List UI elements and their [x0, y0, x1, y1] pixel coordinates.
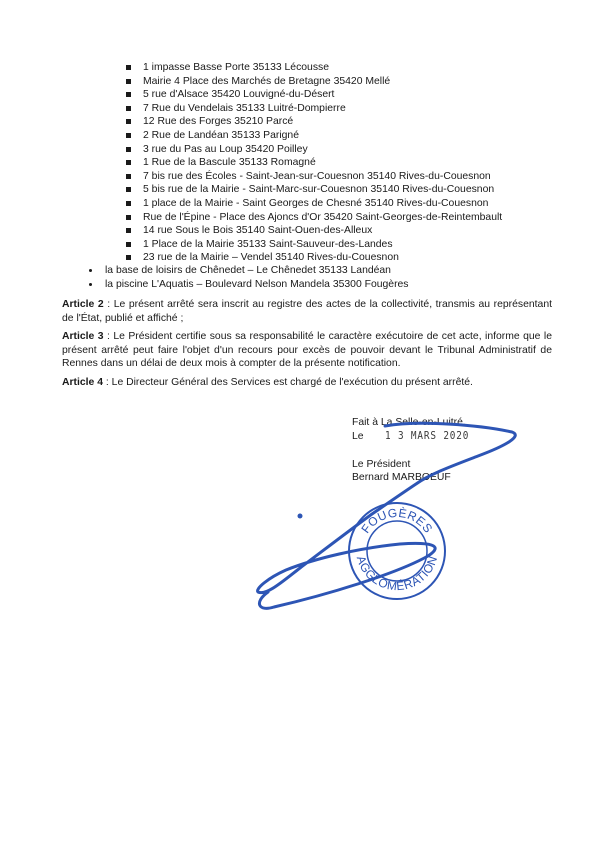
address-text: 12 Rue des Forges 35210 Parcé [143, 116, 294, 128]
article-text: : Le présent arrêté sera inscrit au registre des actes de la collectivité, transmis au représentant de l'État, publié et affiché ; [62, 299, 552, 324]
address-text: 1 place de la Mairie - Saint Georges de Chesné 35140 Rives-du-Couesnon [143, 197, 489, 209]
date-label: Le [352, 431, 364, 442]
address-text: 23 rue de la Mairie – Vendel 35140 Rives-du-Couesnon [143, 252, 399, 264]
article-text: : Le Président certifie sous sa responsabilité le caractère exécutoire de cet acte, informe que le présent arrêté peut faire l'objet d'un recours pour excès de pouvoir devant le Tribunal Administratif de Rennes dans un délai de deux mois à compter de la présente notification. [62, 331, 552, 370]
agglomeration-seal [349, 503, 445, 599]
article-label: Article 2 [62, 299, 104, 310]
stamp-text-bottom: AGGLOMÉRATION [353, 553, 441, 594]
address-text: 3 rue du Pas au Loup 35420 Poilley [143, 143, 308, 155]
address-text: Mairie 4 Place des Marchés de Bretagne 35420 Mellé [143, 75, 391, 87]
facility-text: la base de loisirs de Chênedet – Le Chênedet 35133 Landéan [105, 265, 391, 276]
address-text: Rue de l'Épine - Place des Ajoncs d'Or 35420 Saint-Georges-de-Reintembault [143, 211, 503, 223]
address-text: 2 Rue de Landéan 35133 Parigné [143, 129, 299, 141]
stamp-text-top: FOUGÈRES [358, 505, 436, 536]
date-stamp: 1 3 MARS 2020 [385, 429, 470, 442]
facility-text: la piscine L'Aquatis – Boulevard Nelson Mandela 35300 Fougères [105, 278, 409, 290]
address-text: 7 Rue du Vendelais 35133 Luitré-Dompierre [143, 102, 346, 114]
address-text: 5 bis rue de la Mairie - Saint-Marc-sur-Couesnon 35140 Rives-du-Couesnon [143, 184, 495, 196]
address-text: 14 rue Sous le Bois 35140 Saint-Ouen-des-Alleux [143, 225, 373, 237]
signature-place: Fait à La Selle-en-Luitré, [352, 417, 466, 428]
article-text: : Le Directeur Général des Services est chargé de l'exécution du présent arrêté. [103, 377, 473, 388]
address-text: 5 rue d'Alsace 35420 Louvigné-du-Désert [143, 89, 335, 101]
ink-dot [298, 514, 303, 519]
signatory-role: Le Président [352, 459, 411, 470]
address-text: 1 Place de la Mairie 35133 Saint-Sauveur-des-Landes [143, 238, 393, 250]
article-label: Article 4 [62, 377, 104, 388]
address-text: 7 bis rue des Écoles - Saint-Jean-sur-Couesnon 35140 Rives-du-Couesnon [143, 170, 491, 182]
signatory-name: Bernard MARBOEUF [352, 472, 451, 483]
article-label: Article 3 [62, 331, 104, 342]
address-text: 1 Rue de la Bascule 35133 Romagné [143, 157, 316, 169]
address-text: 1 impasse Basse Porte 35133 Lécousse [143, 62, 329, 73]
